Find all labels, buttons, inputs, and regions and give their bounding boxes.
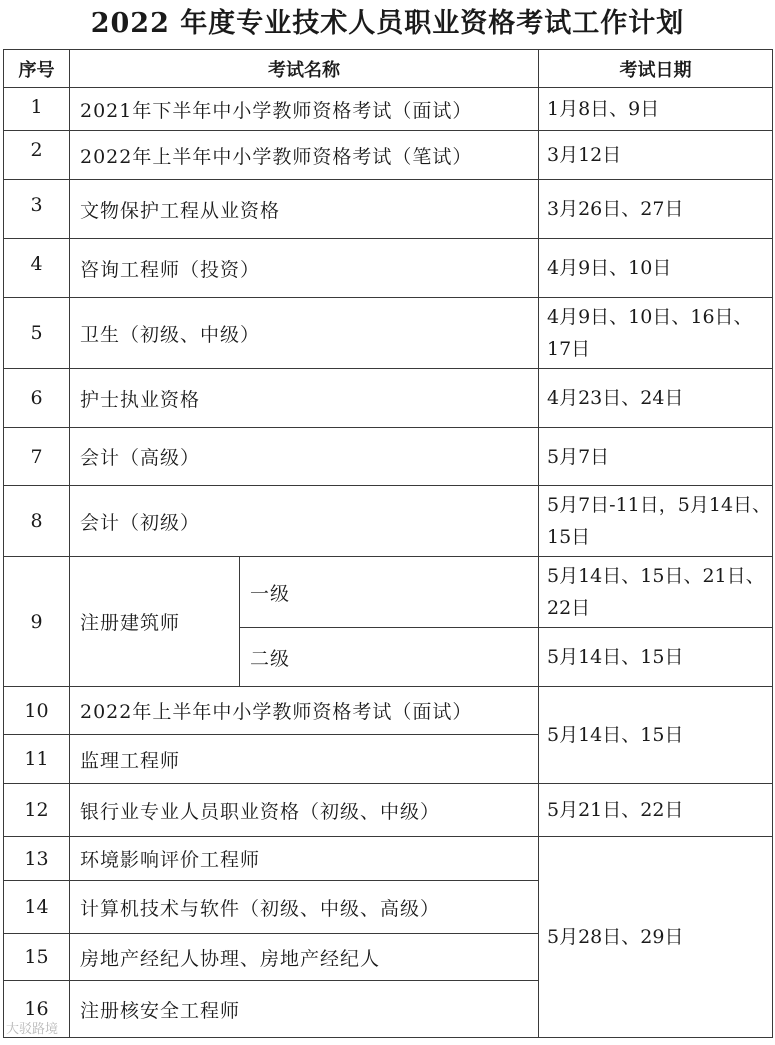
row-date: 3月12日: [539, 131, 773, 180]
row-date: 5月14日、15日、21日、22日: [539, 557, 773, 628]
row-name: 卫生（初级、中级）: [70, 298, 539, 369]
table-row: [4, 239, 773, 298]
row-name: 计算机技术与软件（初级、中级、高级）: [70, 881, 539, 934]
row-name: 会计（高级）: [70, 428, 539, 486]
row-no: 5: [4, 298, 70, 369]
row-date: 4月23日、24日: [539, 369, 773, 428]
exam-schedule-table: [3, 49, 773, 1038]
row-name: 咨询工程师（投资）: [70, 239, 539, 298]
row-name: 文物保护工程从业资格: [70, 180, 539, 239]
row-name: 护士执业资格: [70, 369, 539, 428]
table-row: [4, 88, 773, 131]
row-no: 11: [4, 735, 70, 784]
row-no: 4: [4, 239, 70, 298]
row-date: 5月14日、15日: [539, 628, 773, 687]
table-row: [4, 687, 773, 735]
table-row: [4, 784, 773, 837]
table-row: [4, 131, 773, 180]
header-name: 考试名称: [70, 50, 539, 88]
row-no: 12: [4, 784, 70, 837]
row-name: 2021年下半年中小学教师资格考试（面试）: [70, 88, 539, 131]
row-no: 1: [4, 88, 70, 131]
watermark: 大驳路境: [6, 1022, 59, 1037]
table-row: [4, 486, 773, 557]
row-date-merged: 5月14日、15日: [539, 687, 773, 784]
table-row: [4, 298, 773, 369]
row-date: 1月8日、9日: [539, 88, 773, 131]
row-name: 银行业专业人员职业资格（初级、中级）: [70, 784, 539, 837]
row-name: 2022年上半年中小学教师资格考试（面试）: [70, 687, 539, 735]
row-name: 房地产经纪人协理、房地产经纪人: [70, 934, 539, 981]
row-date: 5月21日、22日: [539, 784, 773, 837]
table-row: [4, 557, 773, 628]
row-sub-level: 二级: [240, 628, 539, 687]
row-date-merged: 5月28日、29日: [539, 837, 773, 1038]
row-date: 5月7日-11日，5月14日、15日: [539, 486, 773, 557]
row-date: 4月9日、10日、16日、17日: [539, 298, 773, 369]
row-no: 2: [4, 131, 70, 180]
row-no: 6: [4, 369, 70, 428]
row-name: 2022年上半年中小学教师资格考试（笔试）: [70, 131, 539, 180]
table-row: [4, 428, 773, 486]
table-row: [4, 369, 773, 428]
header-no: 序号: [4, 50, 70, 88]
row-name: 会计（初级）: [70, 486, 539, 557]
table-row: [4, 180, 773, 239]
row-sub-level: 一级: [240, 557, 539, 628]
row-name: 注册建筑师: [70, 557, 240, 687]
row-no: 16: [4, 981, 70, 1038]
row-date: 3月26日、27日: [539, 180, 773, 239]
header-date: 考试日期: [539, 50, 773, 88]
row-date: 5月7日: [539, 428, 773, 486]
row-name: 注册核安全工程师: [70, 981, 539, 1038]
row-no: 14: [4, 881, 70, 934]
table-row: [4, 837, 773, 881]
row-no: 13: [4, 837, 70, 881]
row-name: 环境影响评价工程师: [70, 837, 539, 881]
table-header-row: [4, 50, 773, 88]
row-no: 15: [4, 934, 70, 981]
row-no: 10: [4, 687, 70, 735]
row-date: 4月9日、10日: [539, 239, 773, 298]
row-no: 3: [4, 180, 70, 239]
row-name: 监理工程师: [70, 735, 539, 784]
row-no: 9: [4, 557, 70, 687]
row-no: 7: [4, 428, 70, 486]
row-no: 8: [4, 486, 70, 557]
page-title: 2022 年度专业技术人员职业资格考试工作计划: [90, 8, 685, 39]
